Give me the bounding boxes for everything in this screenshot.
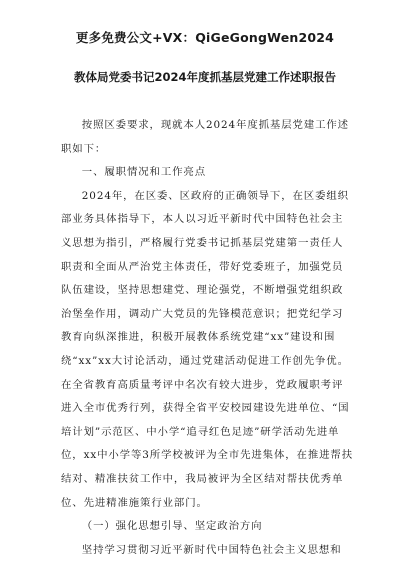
- body-paragraph-continued: 坚持学习贯彻习近平新时代中国特色社会主义思想和: [81, 543, 342, 556]
- intro-paragraph: 按照区委要求，现就本人2024年度抓基层党建工作述职如下：: [61, 119, 349, 155]
- body-paragraph: 2024年，在区委、区政府的正确领导下，在区委组织部业务具体指导下，本人以习近平新时代中国特色社会主义思想为指引，严格履行党委书记抓基层党建第一责任人职责和全面从严治党主体责任，带好党委班子，加强党员队伍建设，坚持思想建党、理论强党，不断增强党组织政治堡垒作用，调动广大党员的先锋模范意识；把党纪学习教育向纵深推进，积极开展教体系统党建“xx”建设和围绕“xx”xx大讨论活动，通过党建活动促进工作创先争优。在全省教育高质量考评中名次有较大进步，党政履职考评进入全市优秀行列，获得全省平安校园建设先进单位、“国培计划”示范区、中小学“追寻红色足迹”研学活动先进单位，xx中小学等3所学校被评为全市先进集体，在推进帮扶结对、精准扶贫工作中，我局被评为全区结对帮扶优秀单位、先进精准施策行业部门。: [61, 189, 354, 509]
- promo-banner: 更多免费公文+VX：QiGeGongWen2024: [75, 30, 335, 45]
- document-title: 教体局党委书记2024年度抓基层党建工作述职报告: [73, 70, 336, 84]
- section-heading: 一、履职情况和工作亮点: [81, 166, 206, 179]
- subsection-heading: （一）强化思想引导、坚定政治方向: [81, 520, 263, 533]
- document-body: [61, 114, 353, 562]
